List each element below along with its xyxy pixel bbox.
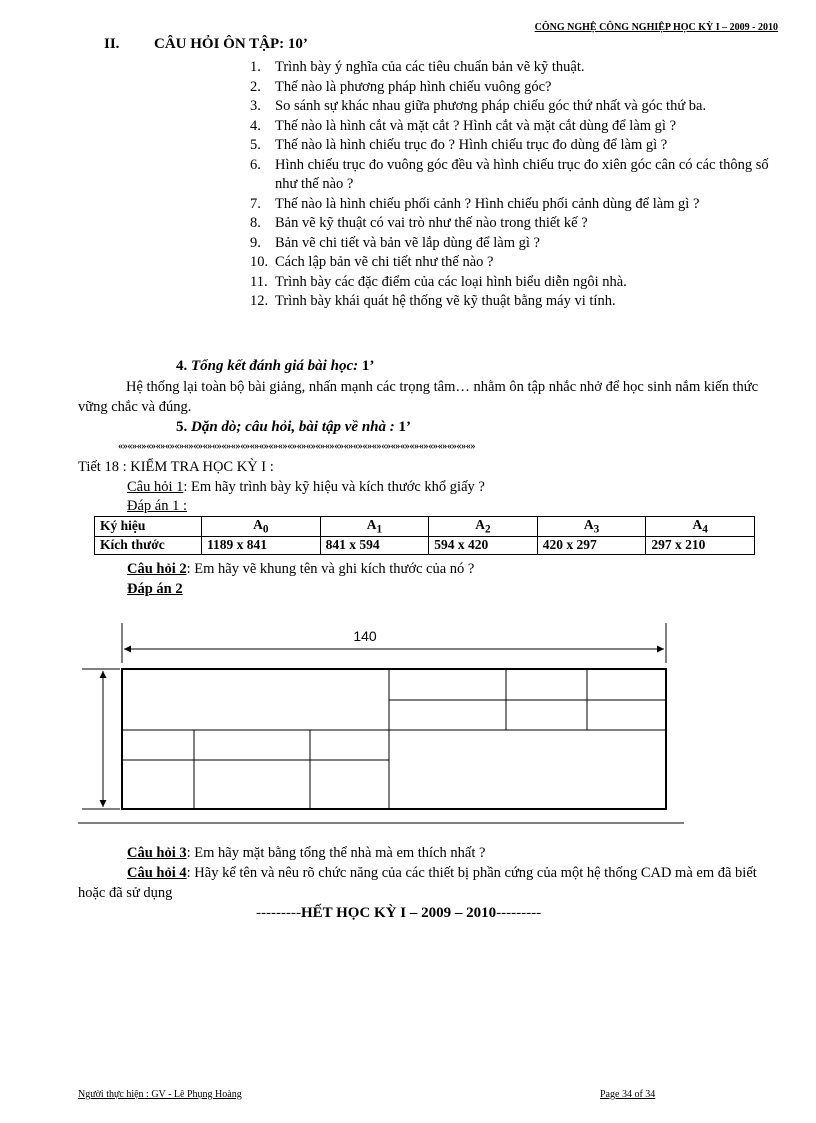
title-block-frame [122,669,666,809]
question-2: Câu hỏi 2: Em hãy vẽ khung tên và ghi kích thước của nó ? [127,561,475,577]
answer-1-label: Đáp án 1 : [127,498,187,514]
list-item: 8. Bản vẽ kỹ thuật có vai trò như thế nào trong thiết kế ? [250,215,588,231]
lesson-title: Tiết 18 : KIỂM TRA HỌC KỲ I : [78,459,274,475]
table-cell: 594 x 420 [429,536,538,554]
question-4: Câu hỏi 4: Hãy kể tên và nêu rõ chức năng của các thiết bị phần cứng của một hệ thống CAD mà em đã biết hoặc đã sử dụng [78,865,757,901]
question-3: Câu hỏi 3: Em hãy mặt bằng tổng thể nhà mà em thích nhất ? [127,845,486,861]
list-item: 3. So sánh sự khác nhau giữa phương pháp chiếu góc thứ nhất và góc thứ ba. [250,98,707,114]
question-1: Câu hỏi 1: Em hãy trình bày kỹ hiệu và kích thước khổ giấy ? [127,479,485,495]
answer-2-label: Đáp án 2 [127,581,183,597]
list-item: 7. Thế nào là hình chiếu phối cảnh ? Hình chiếu phối cảnh dùng để làm gì ? [250,195,700,212]
homework-heading: 5. Dặn dò; câu hỏi, bài tập về nhà : 1’ [176,419,412,435]
running-header: CÔNG NGHỆ CÔNG NGHIỆP HỌC KỲ I – 2009 - 2010 [534,22,778,33]
list-item: 4. Thế nào là hình cắt và mặt cắt ? Hình cắt và mặt cắt dùng để làm gì ? [250,117,677,134]
footer-author: Người thực hiện : GV - Lê Phụng Hoàng [78,1089,242,1100]
table-cell: 1189 x 841 [202,536,321,554]
footer-page-number: Page 34 of 34 [600,1089,656,1100]
table-cell: $A_2$ [429,517,538,537]
table-cell: 297 x 210 [646,536,755,554]
table-cell: $A_4$ [646,517,755,537]
section-number: II. [104,36,120,52]
list-item: 5. Thế nào là hình chiếu trục đo ? Hình chiếu trục đo dùng để làm gì ? [250,137,668,153]
table-cell: 420 x 297 [537,536,646,554]
list-item: 2. Thế nào là phương pháp hình chiếu vuông góc? [250,78,552,95]
summary-body: Hệ thống lại toàn bộ bài giảng, nhấn mạnh các trọng tâm… nhằm ôn tập nhắc nhở để học sinh nắm kiến thức vững chắc và đúng. [78,379,759,415]
table-cell: $A_1$ [320,517,429,537]
section-title: CÂU HỎI ÔN TẬP: 10’ [154,36,308,52]
end-line: ---------HẾT HỌC KỲ I – 2009 – 2010--------- [256,905,542,921]
list-item: 10. Cách lập bản vẽ chi tiết như thế nào ? [250,254,494,270]
list-item: 9. Bản vẽ chi tiết và bản vẽ lắp dùng để làm gì ? [250,234,540,251]
table-cell: 841 x 594 [320,536,429,554]
list-item: 1. Trình bày ý nghĩa của các tiêu chuẩn bản vẽ kỹ thuật. [250,59,585,75]
list-item: 11. Trình bày các đặc điểm của các loại hình biểu diễn ngôi nhà. [250,273,627,290]
table-cell: $A_3$ [537,517,646,537]
table-cell: $A_0$ [202,517,321,537]
table-header-cell: Ký hiệu [95,517,202,537]
table-header-cell: Kích thước [95,536,202,554]
list-item: 6. Hình chiếu trục đo vuông góc đều và hình chiếu trục đo xiên góc cân có các thông số như thế nào ? [250,156,769,192]
summary-heading: 4. Tổng kết đánh giá bài học: 1’ [176,358,375,374]
list-item: 12. Trình bày khái quát hệ thống vẽ kỹ thuật bằng máy vi tính. [250,293,616,309]
ornament-divider: «»«»«»«»«»«»«»«»«»«»«»«»«»«»«»«»«»«»«»«»«»«»«»«»«»«»«»«»«»«»«»«»«»«»«»«»«»«» [118,441,476,452]
width-dimension-label: 140 [353,628,377,644]
